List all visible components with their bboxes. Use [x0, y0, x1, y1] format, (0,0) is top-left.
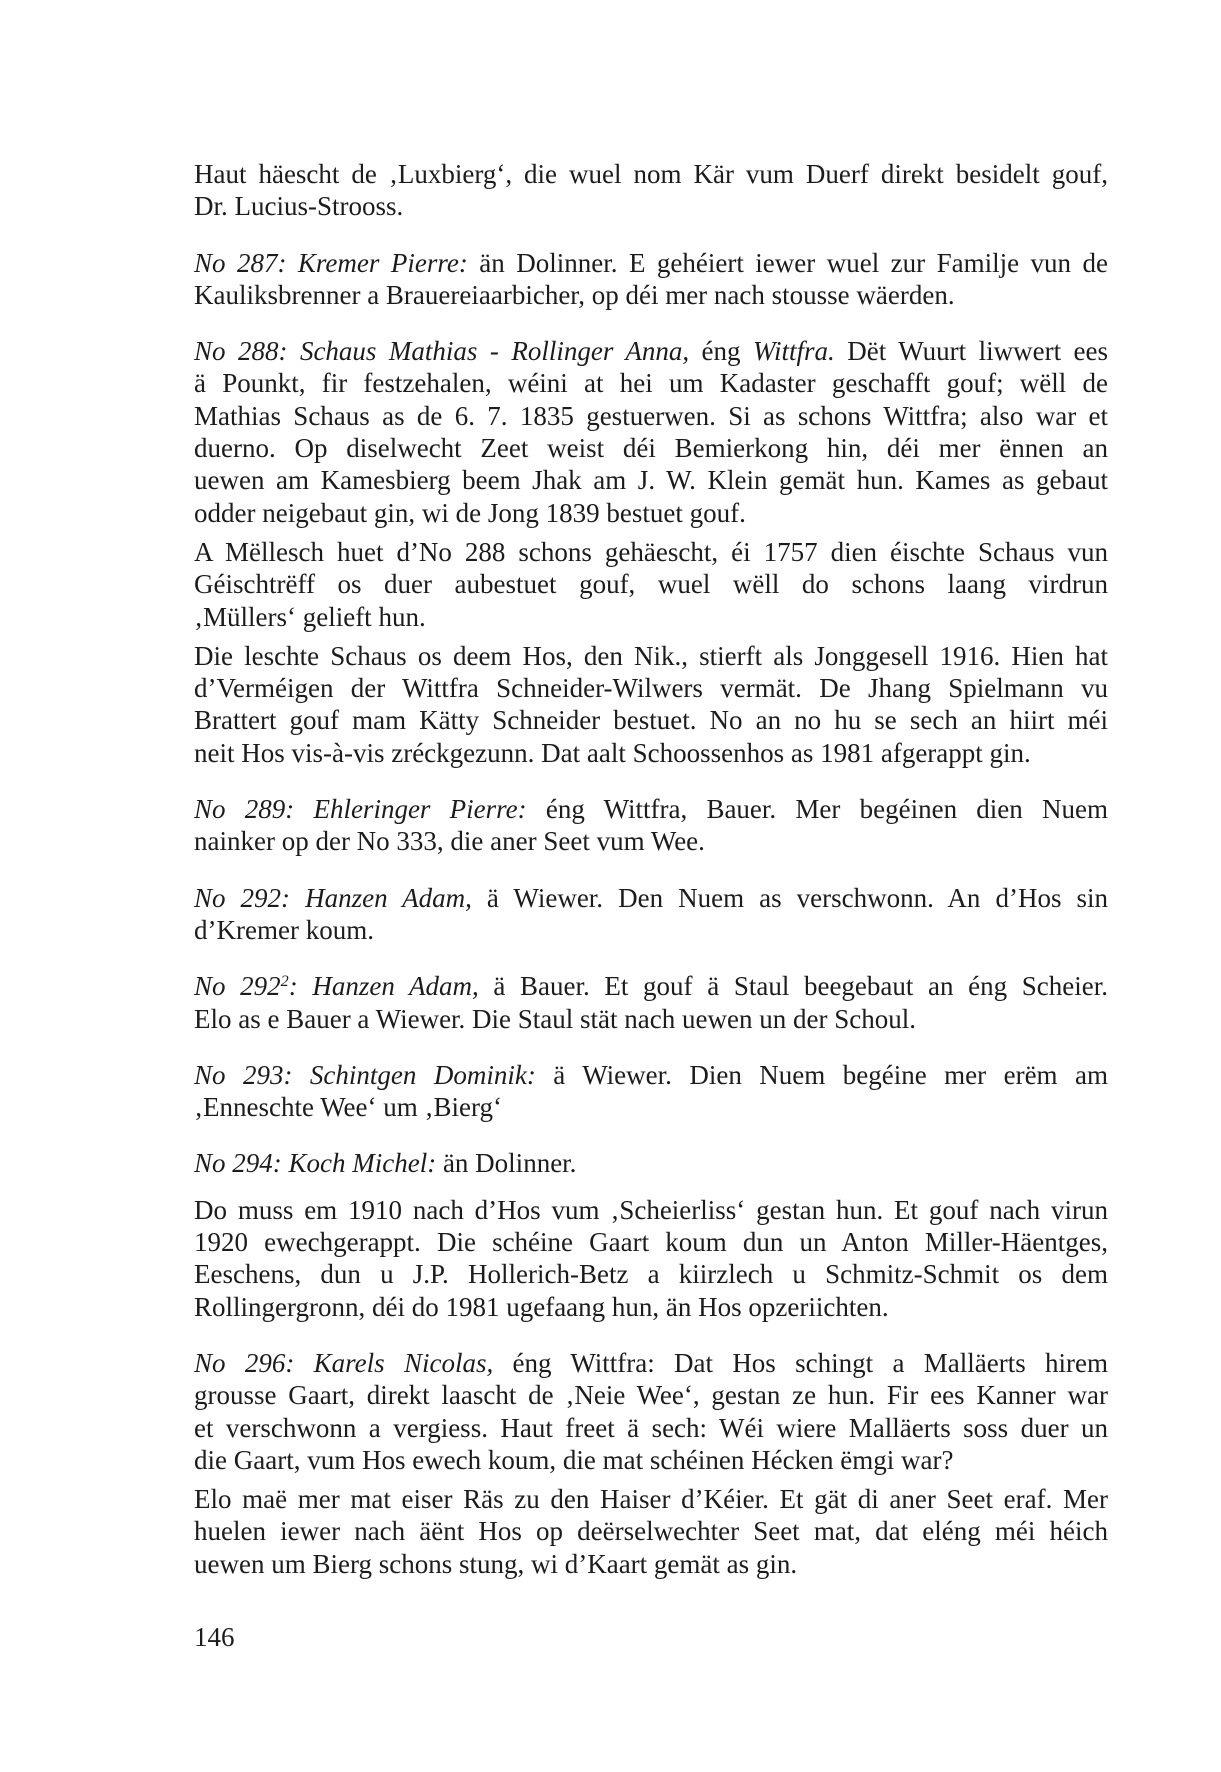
entry-296 [194, 1347, 1108, 1476]
text-run: Géischtrëff os duer aubestuet gouf, wuel wëll do schons laang virdrun [194, 569, 1108, 600]
text-line [194, 190, 1108, 222]
text-line [194, 1515, 1108, 1547]
text-line [194, 970, 1108, 1002]
text-line [194, 1291, 1108, 1323]
superscript: 2 [280, 972, 289, 991]
text-line [194, 1147, 1108, 1179]
entry-292-2 [194, 970, 1108, 1035]
text-run: Haut häescht de ‚Luxbierg‘, die wuel nom Kär vum Duerf direkt besidelt gouf, [194, 159, 1108, 189]
entry-heading-text: No 292 [194, 971, 281, 1002]
text-line [194, 1347, 1108, 1379]
entry-288-continued-1 [194, 536, 1108, 633]
text-line [194, 914, 1108, 946]
text-run: ä Pounkt, fir festzehalen, wéini at hei um Kadaster geschafft gouf; wëll de [194, 368, 1108, 399]
text-line [194, 1226, 1108, 1258]
text-run: die Gaart, vum Hos ewech koum, die mat schéinen Hécken ëmgi war? [194, 1444, 954, 1475]
entry-293 [194, 1059, 1108, 1124]
text-run: ä Wiewer. Dien Nuem begéine mer erëm am [535, 1059, 1108, 1090]
text-line [194, 737, 1108, 769]
text-run: éng Wittfra, Bauer. Mer begéinen dien Nuem [526, 794, 1108, 825]
text-line [194, 1194, 1108, 1226]
page-number: 146 [194, 1622, 235, 1652]
entry-heading-text: No 294: Koch Michel: [194, 1148, 437, 1179]
entry-heading-text: Wittfra. [753, 336, 835, 367]
entry-287 [194, 247, 1108, 312]
text-line [194, 367, 1108, 399]
text-run: nainker op der No 333, die aner Seet vum Wee. [194, 826, 705, 857]
entry-heading-text: No 287: Kremer Pierre: [194, 247, 468, 278]
text-run: éng [689, 336, 754, 367]
text-run: ä Wiewer. Den Nuem as verschwonn. An d’Hos sin [471, 882, 1108, 913]
text-run: Do muss em 1910 nach d’Hos vum ‚Scheierliss‘ gestan hun. Et gouf nach virun [194, 1194, 1108, 1225]
text-line [194, 1379, 1108, 1411]
text-line [194, 1412, 1108, 1444]
text-run: ‚Müllers‘ gelieft hun. [194, 601, 426, 632]
text-run: 1920 ewechgerappt. Die schéine Gaart koum dun un Anton Miller-Häentges, [194, 1227, 1108, 1258]
entry-292 [194, 882, 1108, 947]
text-run: Mathias Schaus as de 6. 7. 1835 gestuerwen. Si as schons Wittfra; also war et [194, 400, 1108, 431]
text-line [194, 400, 1108, 432]
entry-heading-text: No 293: Schintgen Dominik: [194, 1059, 536, 1090]
entry-288 [194, 335, 1108, 529]
text-line [194, 882, 1108, 914]
entry-294 [194, 1147, 1108, 1179]
text-run: uewen um Bierg schons stung, wi d’Kaart gemät as gin. [194, 1548, 798, 1579]
text-run: d’Verméigen der Wittfra Schneider-Wilwers vermät. De Jhang Spielmann vu [194, 673, 1108, 704]
text-line [194, 568, 1108, 600]
text-run: neit Hos vis-à-vis zréckgezunn. Dat aalt Schoossenhos as 1981 afgerappt gin. [194, 737, 1031, 768]
text-line [194, 601, 1108, 633]
entry-heading-text: No 288: Schaus Mathias - Rollinger Anna, [194, 336, 690, 367]
entry-294-continued [194, 1194, 1108, 1323]
text-run: uewen am Kamesbierg beem Jhak am J. W. Klein gemät hun. Kames as gebaut [194, 465, 1108, 496]
text-line [194, 497, 1108, 529]
text-line [194, 1483, 1108, 1515]
text-run: Kauliksbrenner a Brauereiaarbicher, op déi mer nach stousse wäerden. [194, 279, 955, 310]
entry-heading-text: No 296: Karels Nicolas, [194, 1347, 494, 1378]
text-run: duerno. Op diselwecht Zeet weist déi Bemierkong hin, déi mer ënnen an [194, 433, 1108, 464]
text-run: Elo maë mer mat eiser Räs zu den Haiser d’Kéier. Et gät di aner Seet eraf. Mer [194, 1484, 1108, 1515]
text-line [194, 464, 1108, 496]
text-line [194, 335, 1108, 367]
text-run: Dët Wuurt liwwert ees [834, 336, 1109, 367]
entry-heading-text: : Hanzen Adam, [288, 971, 479, 1002]
text-line [194, 536, 1108, 568]
text-run: Rollingergronn, déi do 1981 ugefaang hun, än Hos opzeriichten. [194, 1291, 889, 1322]
text-run: Brattert gouf mam Kätty Schneider bestuet. No an no hu se sech an hiirt méi [194, 705, 1108, 736]
text-run: odder neigebaut gin, wi de Jong 1839 bestuet gouf. [194, 497, 746, 528]
text-run: Elo as e Bauer a Wiewer. Die Staul stät nach uewen un der Schoul. [194, 1003, 916, 1034]
text-line [194, 247, 1108, 279]
entry-heading-text: No 289: Ehleringer Pierre: [194, 794, 527, 825]
text-run: d’Kremer koum. [194, 914, 374, 945]
closing-paragraph [194, 1483, 1108, 1580]
entry-288-continued-2 [194, 640, 1108, 769]
text-run: Dr. Lucius-Strooss. [194, 191, 404, 222]
text-line [194, 1091, 1108, 1123]
page-body [194, 158, 1108, 1580]
text-line [194, 158, 1108, 190]
text-line [194, 1059, 1108, 1091]
text-line [194, 1258, 1108, 1290]
entry-289 [194, 793, 1108, 858]
text-line [194, 704, 1108, 736]
text-line [194, 825, 1108, 857]
intro-paragraph [194, 158, 1108, 223]
text-line [194, 1003, 1108, 1035]
text-line [194, 432, 1108, 464]
text-run: ä Bauer. Et gouf ä Staul beegebaut an éng Scheier. [478, 971, 1109, 1002]
text-line [194, 1548, 1108, 1580]
text-run: A Mëllesch huet d’No 288 schons gehäescht, éi 1757 dien éischte Schaus vun [194, 536, 1108, 567]
text-run: et verschwonn a vergiess. Haut freet ä sech: Wéi wiere Malläerts soss duer un [194, 1412, 1108, 1443]
text-line [194, 279, 1108, 311]
text-run: än Dolinner. E gehéiert iewer wuel zur Familje vun de [467, 247, 1108, 278]
text-line [194, 640, 1108, 672]
text-run: än Dolinner. [436, 1148, 577, 1179]
text-run: ‚Enneschte Wee‘ um ‚Bierg‘ [194, 1092, 502, 1123]
text-run: éng Wittfra: Dat Hos schingt a Malläerts hirem [493, 1347, 1108, 1378]
text-run: Die leschte Schaus os deem Hos, den Nik., stierft als Jonggesell 1916. Hien hat [194, 640, 1108, 671]
text-line [194, 793, 1108, 825]
text-run: Eeschens, dun u J.P. Hollerich-Betz a kiirzlech u Schmitz-Schmit os dem [194, 1259, 1108, 1290]
text-line [194, 1444, 1108, 1476]
entry-heading-text: No 292: Hanzen Adam, [194, 882, 472, 913]
text-run: huelen iewer nach äënt Hos op deërselwechter Seet mat, dat eléng méi héich [194, 1516, 1108, 1547]
text-run: grousse Gaart, direkt laascht de ‚Neie Wee‘, gestan ze hun. Fir ees Kanner war [194, 1380, 1108, 1411]
text-line [194, 672, 1108, 704]
